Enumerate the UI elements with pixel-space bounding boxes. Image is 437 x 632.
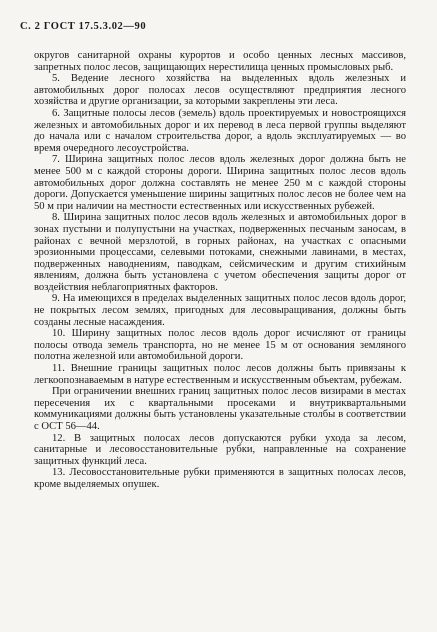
- paragraph-6: 6. Защитные полосы лесов (земель) вдоль проектируемых и новостроящихся железных и автомобильных дорог и их перевод в леса первой группы выделяют до начала или с началом строительства дорог, а вдоль эксплуатируемых — во время очередного лесоустройства.: [34, 107, 406, 154]
- paragraph-12: 12. В защитных полосах лесов допускаются рубки ухода за лесом, санитарные и лесовосстановительные рубки, направленные на сохранение защитных функций леса.: [34, 432, 406, 467]
- paragraph-11: 11. Внешние границы защитных полос лесов должны быть привязаны к легкоопознаваемым в натуре естественным и искусственным объектам, рубежам.: [34, 363, 406, 386]
- paragraph-5: 5. Ведение лесного хозяйства на выделенных вдоль железных и автомобильных дорог полосах лесов осуществляют предприятия лесного хозяйства и другие организации, за которыми закреплены эти леса.: [34, 73, 406, 108]
- paragraph-8: 8. Ширина защитных полос лесов вдоль железных и автомобильных дорог в зонах пустыни и полупустыни на участках, подверженных песчаным заносам, в районах с вечной мерзлотой, в горных районах, на участках с опасными эрозионными процессами, селевыми потоками, снежными лавинами, в местах, подверженных наводнениям, паводкам, сейсмическим и другим стихийным явлениям, должна быть установлена с учетом обеспечения защиты дорог от воздействия неблагоприятных факторов.: [34, 212, 406, 293]
- paragraph-10: 10. Ширину защитных полос лесов вдоль дорог исчисляют от границы полосы отвода земель транспорта, но не менее 15 м от основания земляного полотна железной или автомобильной дороги.: [34, 328, 406, 363]
- page-header: С. 2 ГОСТ 17.5.3.02—90: [20, 21, 147, 32]
- paragraph-continuation: округов санитарной охраны курортов и особо ценных лесных массивов, запретных полос лесов, защищающих нерестилища ценных промысловых рыб.: [34, 50, 406, 73]
- paragraph-7: 7. Ширина защитных полос лесов вдоль железных дорог должна быть не менее 500 м с каждой стороны дороги. Ширина защитных полос лесов вдоль автомобильных дорог должна составлять не менее 250 м с каждой стороны дороги. Допускается уменьшение ширины защитных полос лесов не более чем на 50 м при наличии на местности естественных или искусственных рубежей.: [34, 154, 406, 212]
- paragraph-13: 13. Лесовосстановительные рубки применяются в защитных полосах лесов, кроме выделяемых опушек.: [34, 467, 406, 490]
- paragraph-11-continuation: При ограничении внешних границ защитных полос лесов визирами в местах пересечения их с квартальными просеками и внутриквартальными коммуникациями должны быть установлены указательные столбы в соответствии с ОСТ 56—44.: [34, 386, 406, 432]
- document-body: [34, 50, 406, 491]
- paragraph-9: 9. На имеющихся в пределах выделенных защитных полос лесов вдоль дорог, не покрытых лесом землях, пригодных для лесовыращивания, должны быть созданы лесные насаждения.: [34, 293, 406, 328]
